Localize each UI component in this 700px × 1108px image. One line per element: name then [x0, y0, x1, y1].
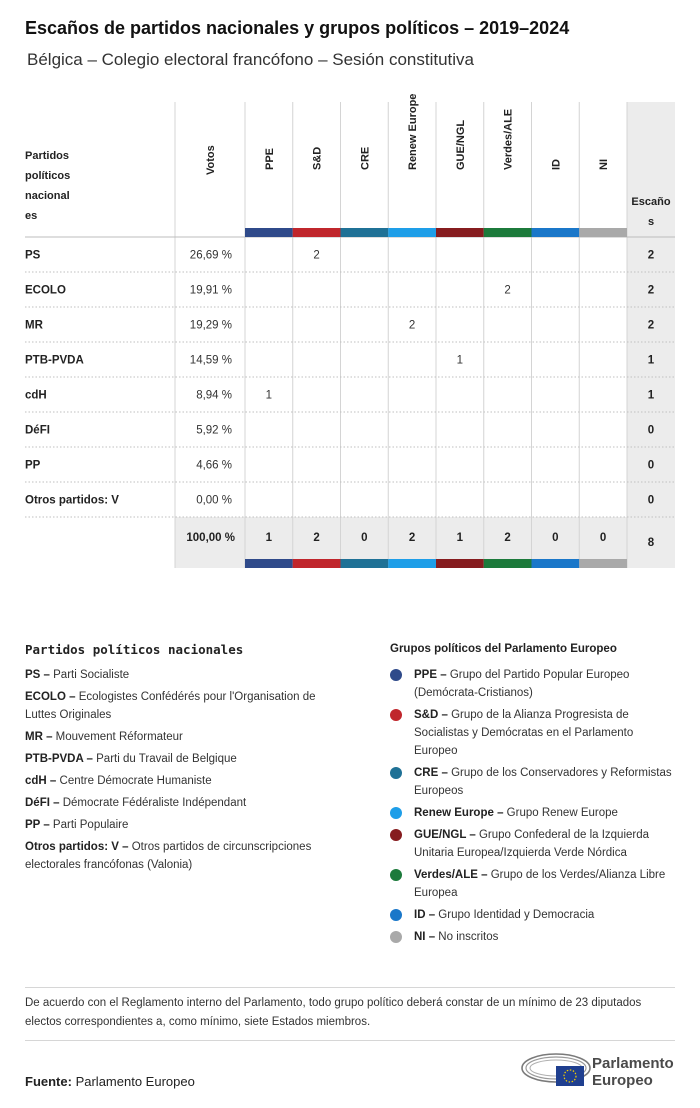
group-legend-item — [414, 666, 676, 702]
legend-abbr: DéFI – — [25, 797, 63, 809]
chart-subtitle: Bélgica – Colegio electoral francófono – Sesión constitutiva — [27, 50, 474, 69]
row-seat-cell: 2 — [408, 319, 416, 332]
group-color-strip-top — [532, 228, 580, 237]
logo-line-2: Europeo — [592, 1072, 653, 1089]
group-color-dot-icon — [390, 669, 402, 681]
row-votes-value: 19,29 % — [189, 319, 232, 332]
row-votes-value: 8,94 % — [196, 389, 232, 402]
row-party-name: PP — [25, 459, 41, 472]
group-color-dot-icon — [390, 709, 402, 721]
header-party-label: políticos — [25, 170, 71, 182]
footnote: De acuerdo con el Reglamento interno del Parlamento, todo grupo político deberá constar de un mínimo de 23 diputados electos correspondientes a, como mínimo, siete Estados miembros. — [25, 997, 642, 1028]
legend-desc: Parti Populaire — [52, 819, 129, 831]
logo-text — [592, 1055, 674, 1089]
party-legend-item — [25, 794, 345, 812]
legend-desc: Grupo Confederal de la Izquierda Unitaria Europea/Izquierda Verde Nórdica — [414, 829, 650, 859]
header-party-label: Partidos — [25, 150, 70, 162]
legend-desc: Grupo Renew Europe — [506, 807, 618, 819]
row-seats-total: 0 — [647, 494, 655, 507]
legend-desc: Grupo de los Conservadores y Reformistas Europeos — [414, 767, 672, 797]
group-legend-item — [414, 928, 676, 946]
group-legend-item — [414, 906, 676, 924]
row-seat-cell: 1 — [456, 354, 464, 367]
header-votes-label: Votos — [205, 145, 217, 175]
groups-legend-title: Grupos políticos del Parlamento Europeo — [390, 643, 617, 655]
divider — [25, 987, 675, 988]
legend-desc: Grupo de la Alianza Progresista de Socialistas y Demócratas en el Parlamento Europeo — [414, 709, 634, 757]
header-group-label: GUE/NGL — [454, 119, 467, 170]
legend-abbr: cdH – — [25, 775, 60, 787]
group-legend-item — [414, 804, 676, 822]
legend-abbr: PS – — [25, 669, 54, 681]
row-seats-total: 1 — [647, 389, 655, 402]
row-votes-value: 4,66 % — [196, 459, 232, 472]
row-party-name: PS — [25, 249, 41, 262]
group-color-strip-bottom — [579, 559, 627, 568]
header-group-label: Verdes/ALE — [502, 108, 515, 170]
legend-desc: Grupo de los Verdes/Alianza Libre Europea — [414, 869, 666, 899]
legend-desc: Otros partidos de circunscripciones electorales francófonas (Valonia) — [25, 841, 312, 871]
group-color-strip-top — [579, 228, 627, 237]
row-party-name: Otros partidos: V — [25, 494, 119, 507]
legend-abbr: ID – — [414, 909, 439, 921]
group-color-dot-icon — [390, 807, 402, 819]
group-color-strip-top — [388, 228, 436, 237]
source — [25, 1074, 195, 1089]
row-seats-total: 2 — [647, 319, 655, 332]
row-party-name: ECOLO — [25, 284, 66, 297]
legend-desc: Grupo Identidad y Democracia — [438, 909, 595, 921]
row-votes-value: 5,92 % — [196, 424, 232, 437]
legend-abbr: Verdes/ALE – — [414, 869, 491, 881]
row-seats-total: 1 — [647, 354, 655, 367]
header-group-label: CRE — [359, 146, 372, 170]
group-color-strip-bottom — [245, 559, 293, 568]
total-group-seats: 0 — [599, 532, 607, 544]
group-color-strip-bottom — [436, 559, 484, 568]
row-votes-value: 26,69 % — [189, 249, 232, 262]
source-value: Parlamento Europeo — [75, 1074, 195, 1089]
row-votes-value: 0,00 % — [196, 494, 232, 507]
legend-abbr: S&D – — [414, 709, 452, 721]
group-color-strip-top — [484, 228, 532, 237]
total-votes-value: 100,00 % — [186, 532, 235, 544]
header-group-label: NI — [598, 159, 611, 170]
header-group-label: ID — [550, 159, 563, 170]
legend-abbr: PP – — [25, 819, 53, 831]
legend-desc: Centre Démocrate Humaniste — [59, 775, 212, 787]
group-color-strip-top — [245, 228, 293, 237]
party-legend-item — [25, 688, 345, 724]
total-group-seats: 2 — [408, 532, 416, 544]
chart-title: Escaños de partidos nacionales y grupos políticos – 2019–2024 — [25, 18, 570, 38]
group-color-strip-top — [341, 228, 389, 237]
row-party-name: cdH — [25, 389, 47, 402]
group-color-dot-icon — [390, 909, 402, 921]
group-color-dot-icon — [390, 869, 402, 881]
source-label: Fuente: — [25, 1074, 72, 1089]
row-party-name: MR — [25, 319, 43, 332]
group-color-strip-bottom — [293, 559, 341, 568]
party-legend-item — [25, 816, 345, 834]
row-votes-value: 19,91 % — [189, 284, 232, 297]
divider — [25, 1040, 675, 1041]
row-seat-cell: 1 — [265, 389, 273, 402]
legend-desc: Grupo del Partido Popular Europeo (Demócrata-Cristianos) — [414, 669, 630, 699]
header-group-label: S&D — [311, 146, 324, 170]
legend-abbr: NI – — [414, 931, 439, 943]
group-legend-item — [414, 706, 676, 760]
legend-abbr: ECOLO – — [25, 691, 79, 703]
legend-desc: Parti du Travail de Belgique — [96, 753, 237, 765]
row-votes-value: 14,59 % — [189, 354, 232, 367]
legend-abbr: Otros partidos: V – — [25, 841, 132, 853]
total-seats-value: 8 — [647, 537, 655, 549]
group-legend-item — [414, 826, 676, 862]
legend-abbr: GUE/NGL – — [414, 829, 479, 841]
header-party-label: es — [25, 210, 38, 222]
logo-line-1: Parlamento — [592, 1055, 674, 1072]
row-seats-total: 2 — [647, 284, 655, 297]
row-party-name: PTB-PVDA — [25, 354, 84, 367]
legend-desc: No inscritos — [438, 931, 499, 943]
header-group-label: Renew Europe — [407, 93, 420, 170]
group-color-strip-bottom — [341, 559, 389, 568]
group-color-strip-top — [293, 228, 341, 237]
header-seats-label: s — [647, 216, 655, 228]
header-seats-label: Escaño — [631, 196, 671, 208]
legend-abbr: Renew Europe – — [414, 807, 507, 819]
group-color-dot-icon — [390, 829, 402, 841]
group-color-strip-bottom — [532, 559, 580, 568]
legend-abbr: PPE – — [414, 669, 450, 681]
row-seats-total: 0 — [647, 424, 655, 437]
party-legend-item — [25, 728, 345, 746]
legend-desc: Parti Socialiste — [53, 669, 130, 681]
row-seats-total: 2 — [647, 249, 655, 262]
legend-desc: Ecologistes Confédérés pour l'Organisation de Luttes Originales — [25, 691, 316, 721]
legend-abbr: MR – — [25, 731, 56, 743]
row-party-name: DéFI — [25, 424, 50, 437]
row-seat-cell: 2 — [504, 284, 511, 297]
total-group-seats: 1 — [456, 532, 464, 544]
group-color-strip-bottom — [388, 559, 436, 568]
total-group-seats: 1 — [265, 532, 273, 544]
row-seat-cell: 2 — [313, 249, 320, 262]
parties-legend-title: Partidos políticos nacionales — [25, 642, 244, 657]
group-color-strip-bottom — [484, 559, 532, 568]
group-color-dot-icon — [390, 931, 402, 943]
legend-desc: Mouvement Réformateur — [55, 731, 183, 743]
total-group-seats: 0 — [552, 532, 559, 544]
row-seats-total: 0 — [647, 459, 655, 472]
legend-abbr: CRE – — [414, 767, 452, 779]
legend-desc: Démocrate Fédéraliste Indépendant — [62, 797, 247, 809]
header-group-label: PPE — [263, 147, 276, 170]
party-legend-item — [25, 772, 345, 790]
group-legend-item — [414, 764, 676, 800]
header-party-label: nacional — [25, 190, 70, 202]
party-legend-item — [25, 666, 345, 684]
total-group-seats: 2 — [313, 532, 320, 544]
party-legend-item — [25, 838, 345, 874]
group-color-dot-icon — [390, 767, 402, 779]
party-legend-item — [25, 750, 345, 768]
group-color-strip-top — [436, 228, 484, 237]
total-group-seats: 0 — [361, 532, 368, 544]
legend-abbr: PTB-PVDA – — [25, 753, 97, 765]
group-legend-item — [414, 866, 676, 902]
total-group-seats: 2 — [504, 532, 511, 544]
